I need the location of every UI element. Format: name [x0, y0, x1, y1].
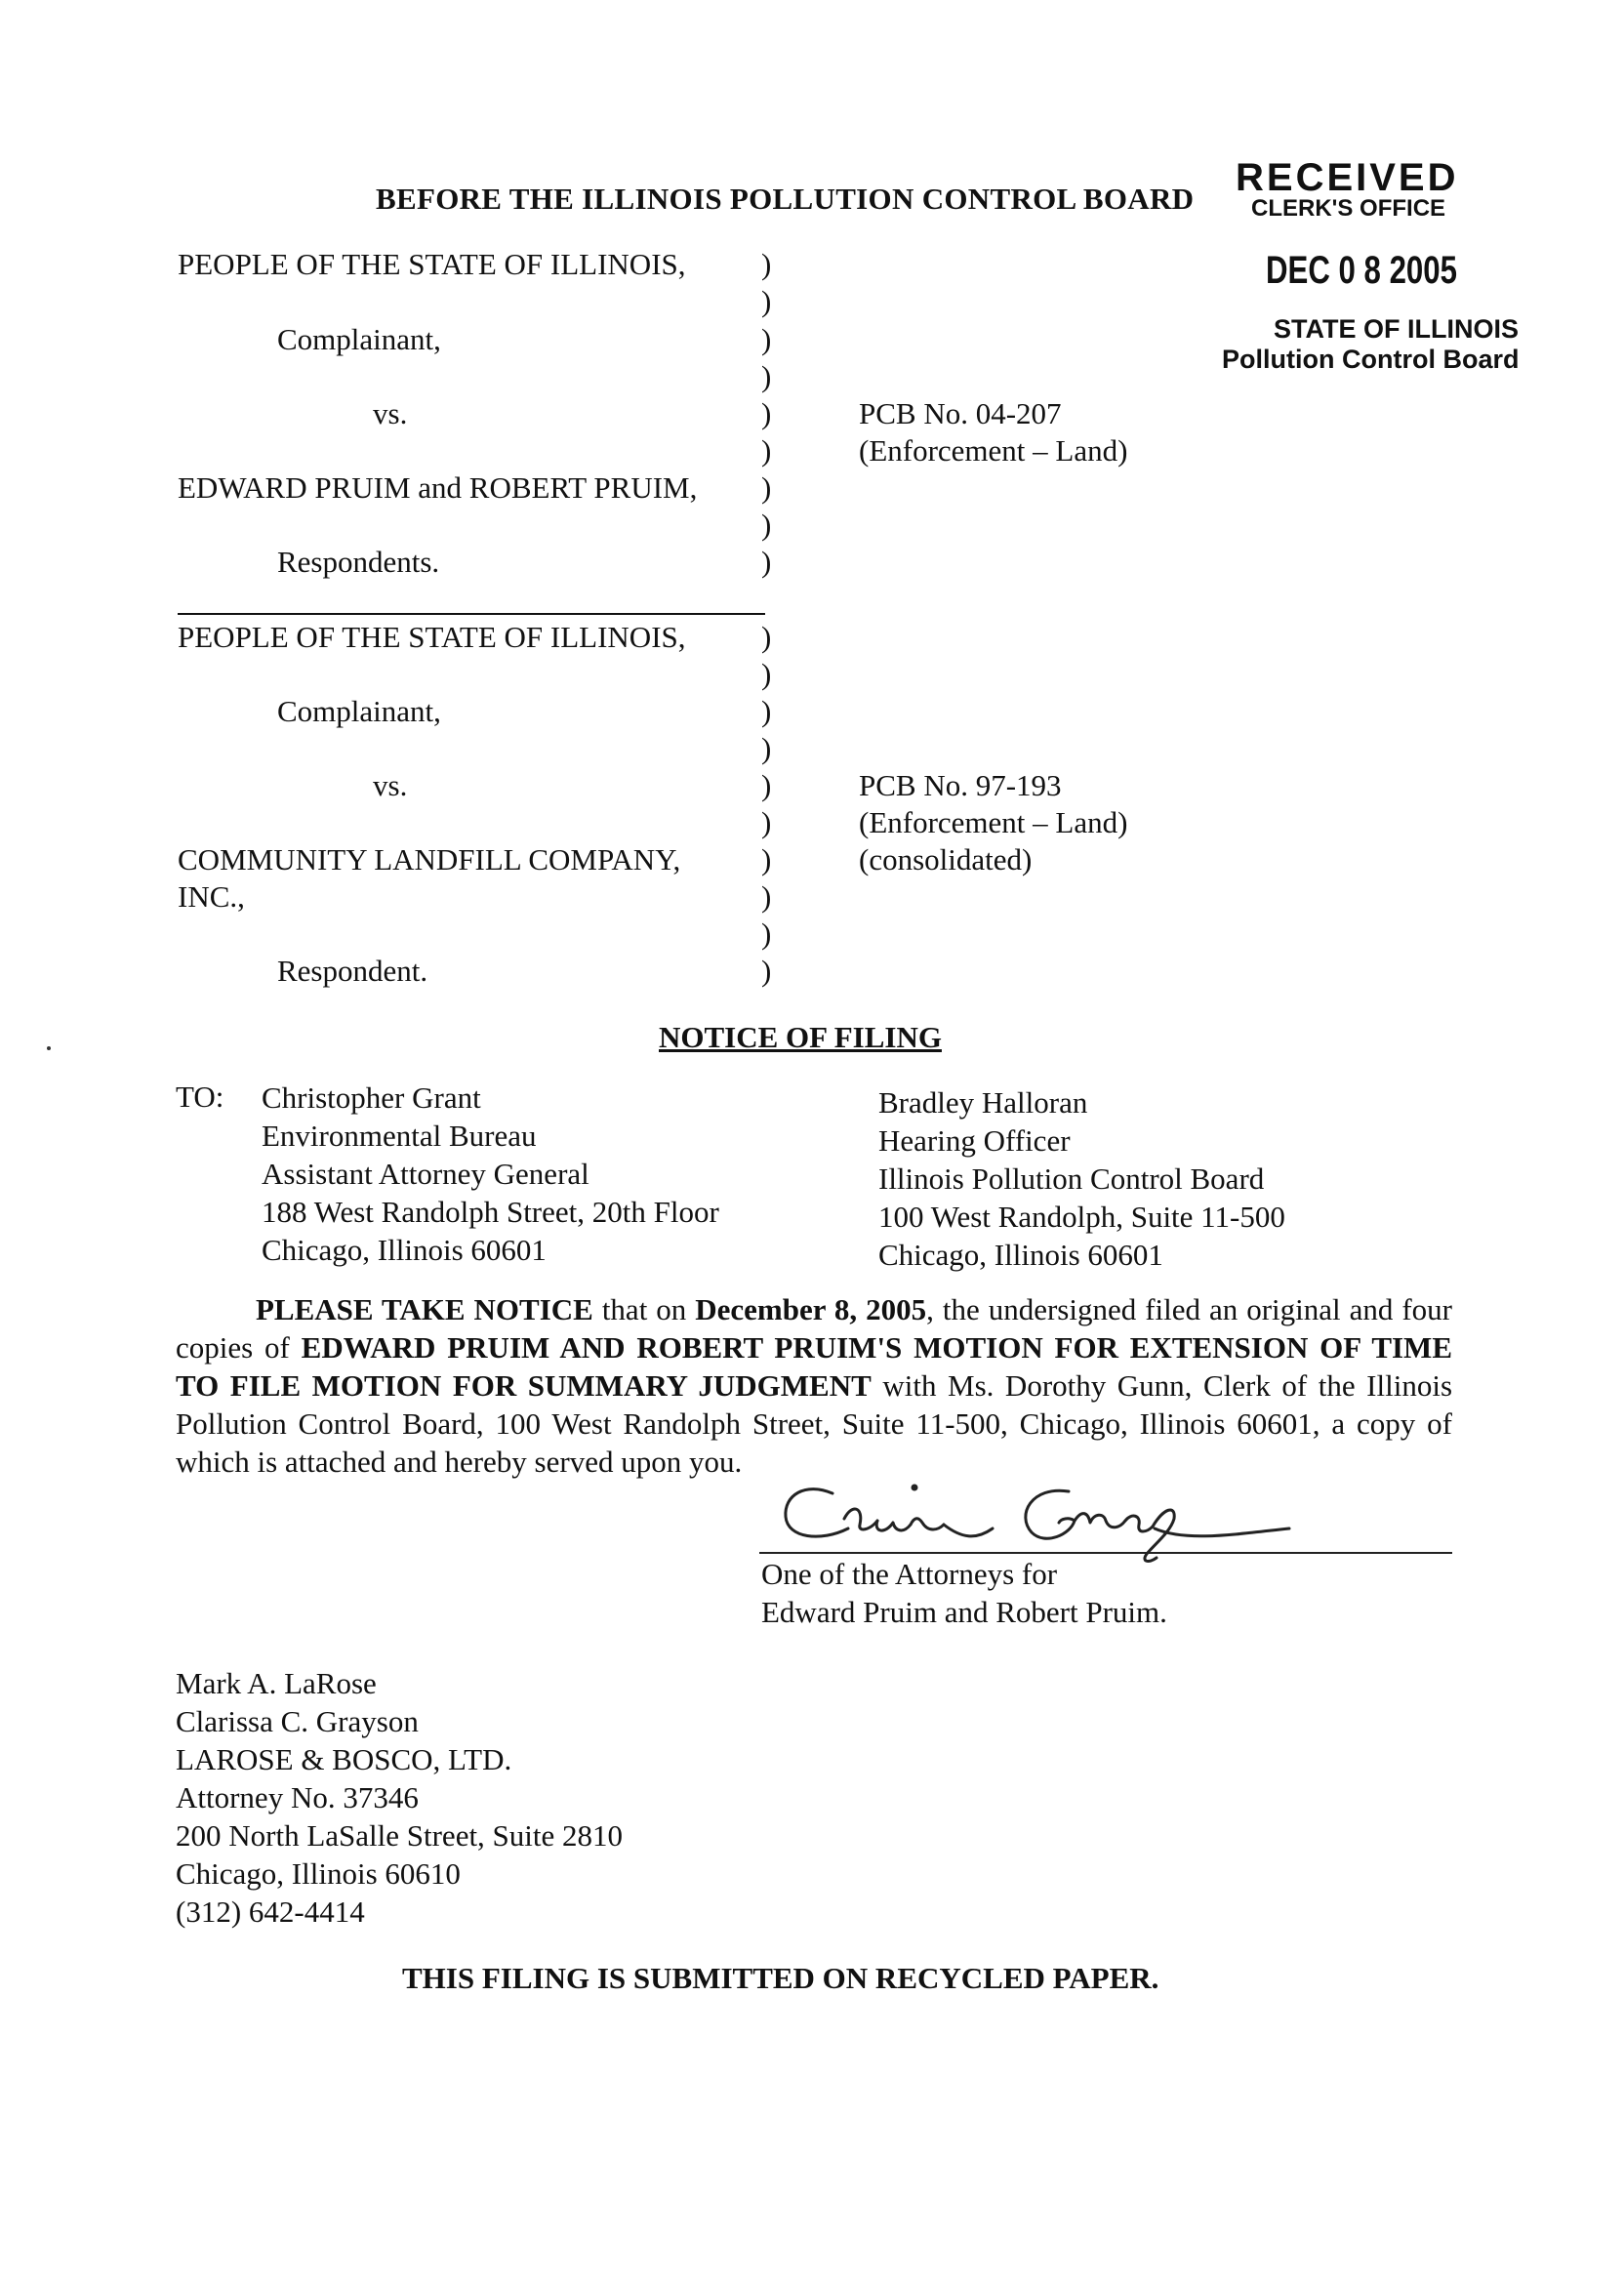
caption1-vs: vs. [373, 396, 408, 430]
stamp-date: DEC 0 8 2005 [1266, 249, 1457, 292]
caption-paren: ) [761, 879, 772, 914]
caption-paren: ) [761, 545, 772, 579]
signature-caption-line2: Edward Pruim and Robert Pruim. [761, 1595, 1167, 1629]
caption-paren: ) [761, 396, 772, 430]
recipient-left-dept: Environmental Bureau [262, 1119, 537, 1153]
caption1-defendant: EDWARD PRUIM and ROBERT PRUIM, [178, 470, 698, 505]
caption-paren: ) [761, 247, 772, 281]
firm-name: LAROSE & BOSCO, LTD. [176, 1742, 512, 1776]
handwritten-signature [776, 1474, 1303, 1564]
caption-paren: ) [761, 284, 772, 318]
stamp-clerk-office: CLERK'S OFFICE [1251, 195, 1446, 222]
notice-text-3: with Ms. Dorothy Gunn, Clerk of the Illinois Pollution Control Board, 100 West Randolph Street, Suite 11-500, Chicago, Illinois 60601, a copy of which is attached and hereby served upon you. [176, 1368, 1453, 1479]
page-heading: BEFORE THE ILLINOIS POLLUTION CONTROL BOARD [376, 182, 1195, 216]
caption1-respondents: Respondents. [277, 545, 440, 579]
caption2-case-number: PCB No. 97-193 [859, 768, 1062, 802]
caption2-respondent: Respondent. [277, 954, 428, 988]
firm-attorney-2: Clarissa C. Grayson [176, 1704, 419, 1738]
caption2-defendant-line1: COMMUNITY LANDFILL COMPANY, [178, 842, 681, 876]
signature-line [759, 1552, 1452, 1554]
caption-paren: ) [761, 694, 772, 728]
recipient-right-city: Chicago, Illinois 60601 [878, 1238, 1163, 1272]
recipient-right-title: Hearing Officer [878, 1123, 1071, 1158]
recipient-right-street: 100 West Randolph, Suite 11-500 [878, 1200, 1285, 1234]
notice-text-2: , the undersigned filed an original and four copies of [176, 1292, 1452, 1365]
to-label: TO: [176, 1080, 224, 1114]
firm-block [176, 1664, 623, 1931]
caption2-defendant-line2: INC., [178, 879, 245, 914]
caption-paren: ) [761, 842, 772, 876]
caption-paren: ) [761, 768, 772, 802]
recipient-right [878, 1083, 1285, 1274]
caption-paren: ) [761, 359, 772, 393]
notice-text-1: that on [592, 1292, 696, 1326]
stamp-board: Pollution Control Board [1222, 345, 1520, 374]
recipient-right-name: Bradley Halloran [878, 1085, 1088, 1120]
recipient-left-city: Chicago, Illinois 60601 [262, 1233, 547, 1267]
caption2-complainant: Complainant, [277, 694, 441, 728]
caption-paren: ) [761, 805, 772, 839]
caption-paren: ) [761, 657, 772, 691]
signature-caption-line1: One of the Attorneys for [761, 1557, 1058, 1591]
caption-paren: ) [761, 433, 772, 468]
signature-caption [761, 1555, 1167, 1631]
notice-body [176, 1290, 1452, 1481]
firm-attorney-1: Mark A. LaRose [176, 1666, 377, 1700]
firm-street: 200 North LaSalle Street, Suite 2810 [176, 1818, 624, 1853]
motion-title: EDWARD PRUIM AND ROBERT PRUIM'S MOTION FOR EXTENSION OF TIME TO FILE MOTION FOR SUMMARY JUDGMENT [176, 1330, 1452, 1403]
recipient-left [262, 1079, 719, 1269]
caption2-case-type: (Enforcement – Land) [859, 805, 1128, 839]
recipient-left-title: Assistant Attorney General [262, 1157, 589, 1191]
firm-phone: (312) 642-4414 [176, 1895, 365, 1929]
caption1-complainant: Complainant, [277, 322, 441, 356]
caption1-plaintiff: PEOPLE OF THE STATE OF ILLINOIS, [178, 247, 686, 281]
recipient-left-name: Christopher Grant [262, 1080, 481, 1115]
firm-city: Chicago, Illinois 60610 [176, 1856, 461, 1891]
caption1-case-type: (Enforcement – Land) [859, 433, 1128, 468]
stamp-received: RECEIVED [1236, 156, 1459, 199]
caption-paren: ) [761, 731, 772, 765]
caption-paren: ) [761, 470, 772, 505]
notice-lead: PLEASE TAKE NOTICE [256, 1292, 593, 1326]
caption2-vs: vs. [373, 768, 408, 802]
caption-paren: ) [761, 917, 772, 951]
recipient-left-street: 188 West Randolph Street, 20th Floor [262, 1195, 719, 1229]
recycled-paper-footer: THIS FILING IS SUBMITTED ON RECYCLED PAPER. [402, 1961, 1159, 1995]
caption2-consolidated: (consolidated) [859, 842, 1033, 876]
filing-date: December 8, 2005 [695, 1292, 927, 1326]
scan-speck [47, 1046, 51, 1050]
recipient-right-org: Illinois Pollution Control Board [878, 1161, 1265, 1196]
caption-paren: ) [761, 322, 772, 356]
caption-divider [178, 613, 765, 615]
caption-paren: ) [761, 508, 772, 542]
notice-title: NOTICE OF FILING [659, 1020, 942, 1054]
caption-paren: ) [761, 620, 772, 654]
caption2-plaintiff: PEOPLE OF THE STATE OF ILLINOIS, [178, 620, 686, 654]
firm-attorney-number: Attorney No. 37346 [176, 1780, 419, 1814]
caption1-case-number: PCB No. 04-207 [859, 396, 1062, 430]
caption-paren: ) [761, 954, 772, 988]
stamp-state: STATE OF ILLINOIS [1274, 314, 1519, 344]
